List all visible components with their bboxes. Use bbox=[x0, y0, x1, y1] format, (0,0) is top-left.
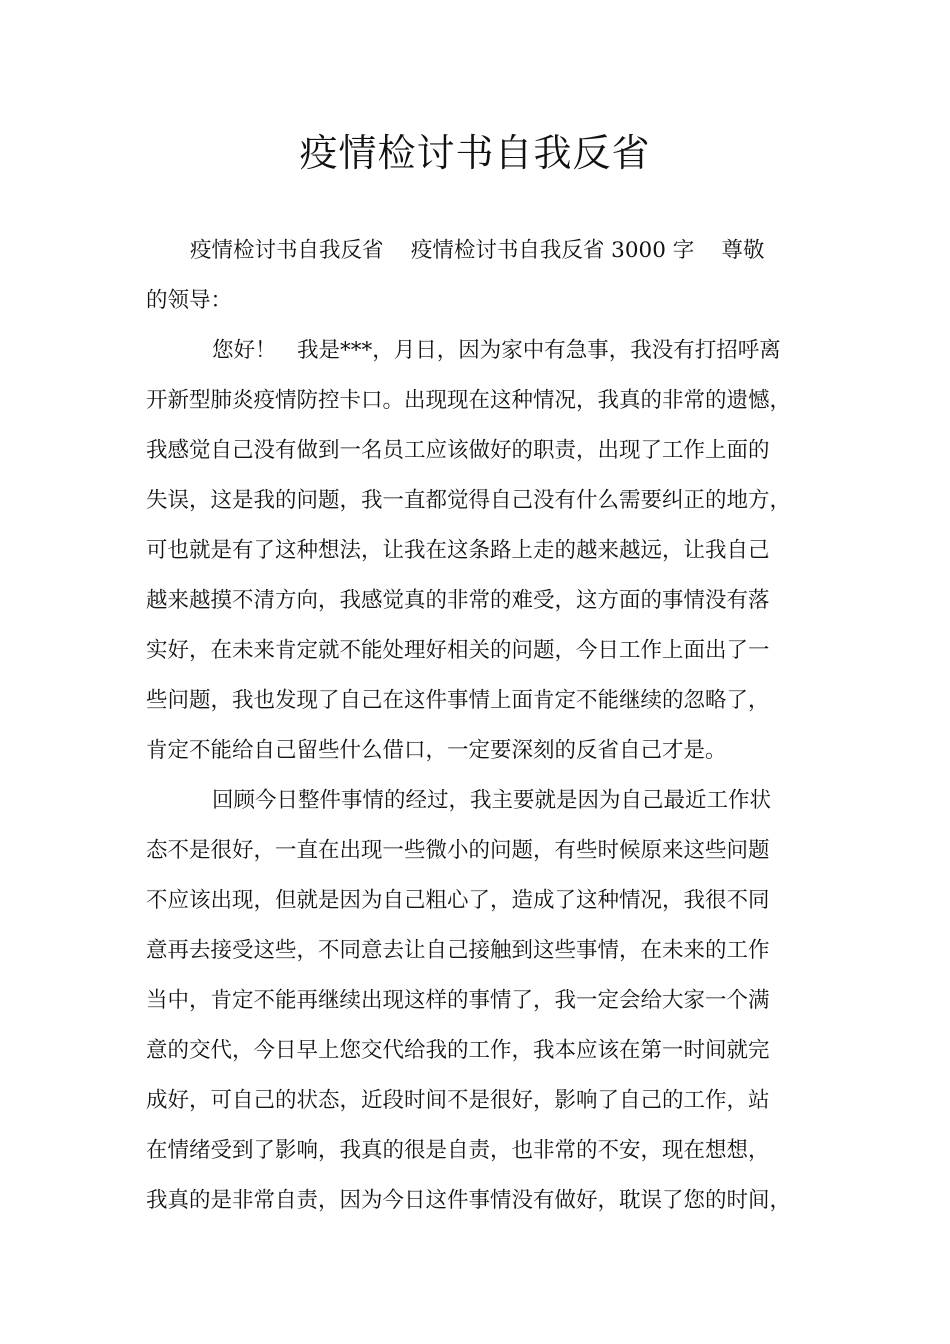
body-line: 开新型肺炎疫情防控卡口。出现现在这种情况，我真的非常的遗憾， bbox=[146, 388, 792, 413]
body-line: 的领导： bbox=[146, 288, 233, 313]
body-line: 可也就是有了这种想法，让我在这条路上走的越来越远，让我自己 bbox=[146, 538, 770, 563]
body-line: 您好！ 我是***，月日，因为家中有急事，我没有打招呼离 bbox=[212, 338, 781, 363]
body-line: 在情绪受到了影响，我真的很是自责，也非常的不安，现在想想， bbox=[146, 1138, 770, 1163]
body-line: 成好，可自己的状态，近段时间不是很好，影响了自己的工作，站 bbox=[146, 1088, 770, 1113]
body-line: 失误，这是我的问题，我一直都觉得自己没有什么需要纠正的地方， bbox=[146, 488, 792, 513]
body-line: 疫情检讨书自我反省 疫情检讨书自我反省 3000 字 尊敬 bbox=[190, 238, 765, 263]
body-line: 意再去接受这些，不同意去让自己接触到这些事情，在未来的工作 bbox=[146, 938, 770, 963]
body-line: 我真的是非常自责，因为今日这件事情没有做好，耽误了您的时间， bbox=[146, 1188, 792, 1213]
document-title: 疫情检讨书自我反省 bbox=[299, 131, 651, 175]
body-line: 当中，肯定不能再继续出现这样的事情了，我一定会给大家一个满 bbox=[146, 988, 770, 1013]
body-line: 我感觉自己没有做到一名员工应该做好的职责，出现了工作上面的 bbox=[146, 438, 770, 463]
body-line: 实好，在未来肯定就不能处理好相关的问题，今日工作上面出了一 bbox=[146, 638, 770, 663]
body-line: 回顾今日整件事情的经过，我主要就是因为自己最近工作状 bbox=[212, 788, 772, 813]
body-line: 些问题，我也发现了自己在这件事情上面肯定不能继续的忽略了， bbox=[146, 688, 770, 713]
body-line: 越来越摸不清方向，我感觉真的非常的难受，这方面的事情没有落 bbox=[146, 588, 770, 613]
body-line: 肯定不能给自己留些什么借口，一定要深刻的反省自己才是。 bbox=[146, 738, 727, 763]
body-line: 不应该出现，但就是因为自己粗心了，造成了这种情况，我很不同 bbox=[146, 888, 770, 913]
body-line: 态不是很好，一直在出现一些微小的问题，有些时候原来这些问题 bbox=[146, 838, 770, 863]
body-line: 意的交代，今日早上您交代给我的工作，我本应该在第一时间就完 bbox=[146, 1038, 770, 1063]
